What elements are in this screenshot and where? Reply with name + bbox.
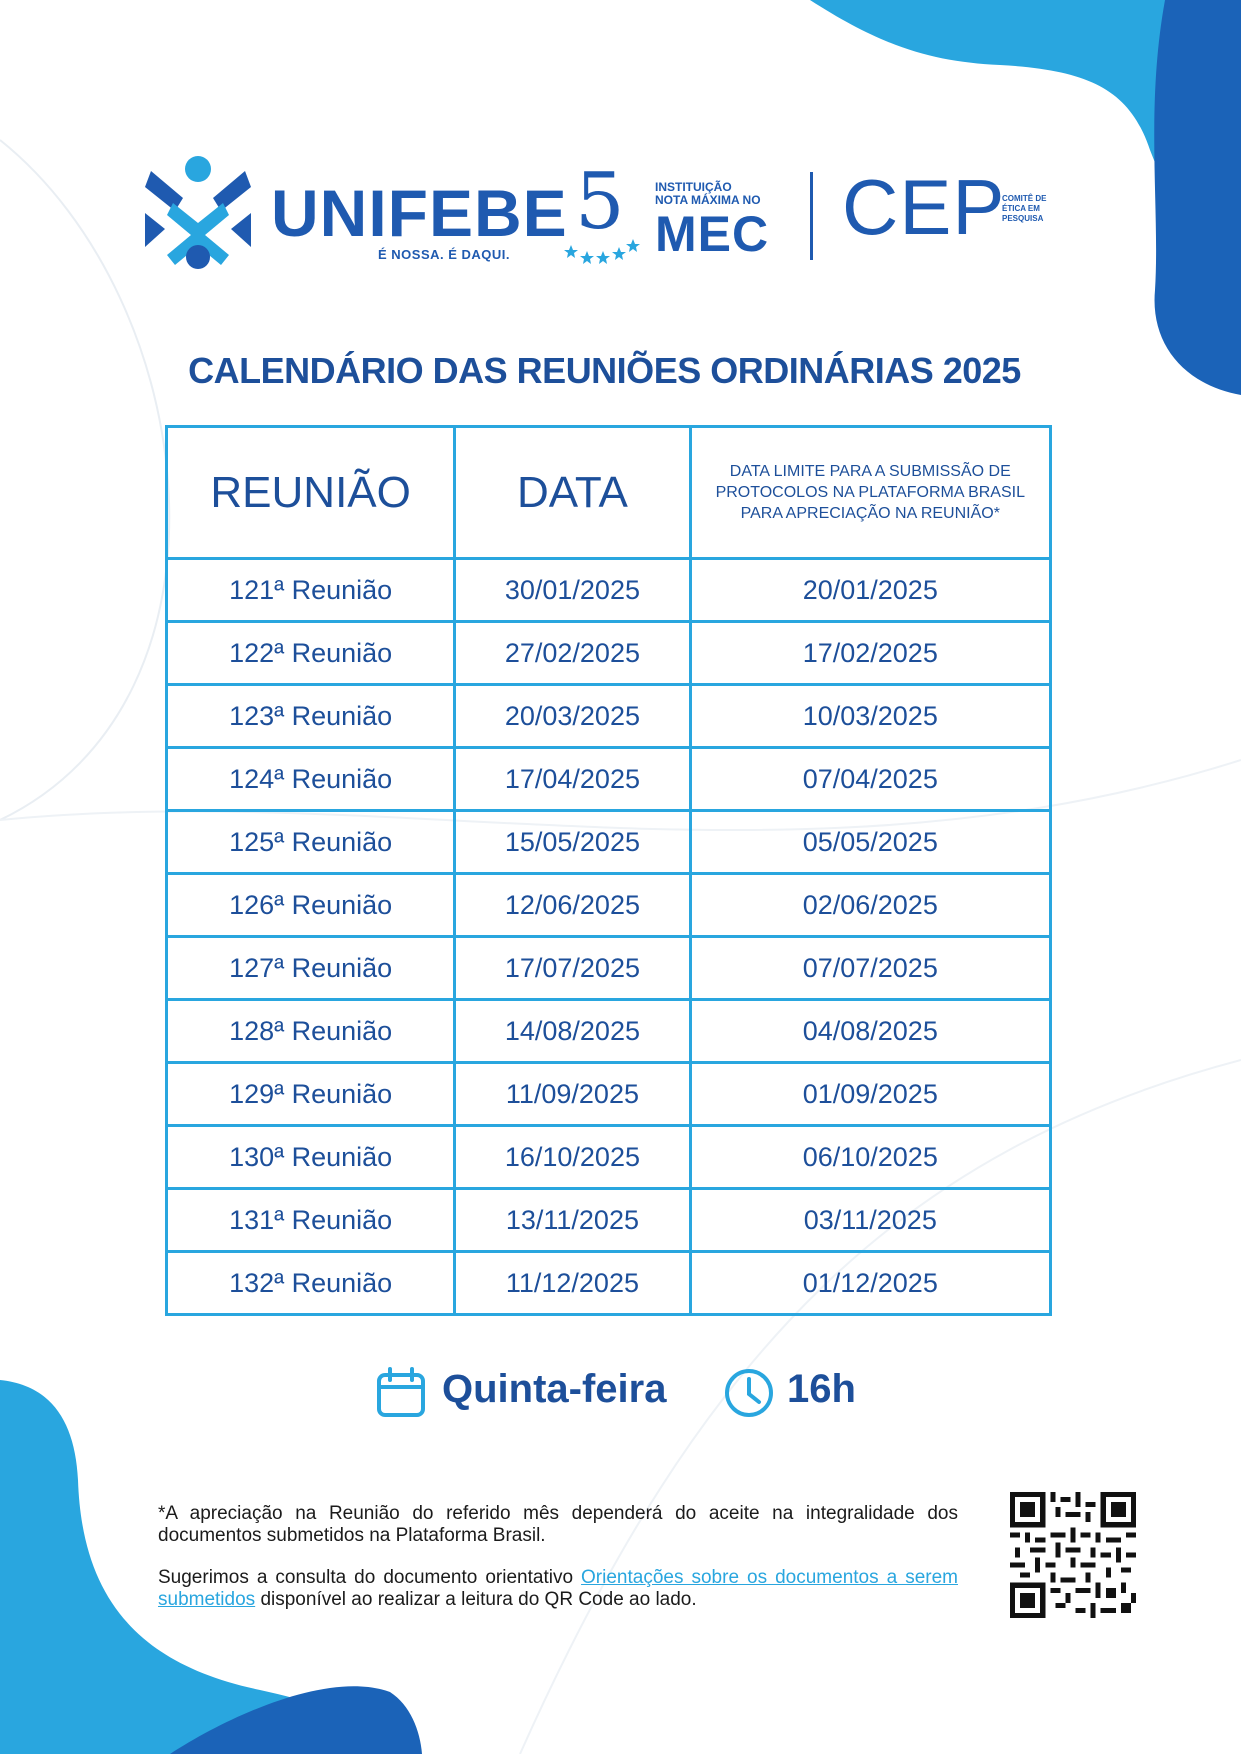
footnote-suggestion [158,1567,958,1611]
table-row [167,1063,1051,1126]
suggestion-text-after: disponível ao realizar a leitura do QR Code ao lado. [255,1589,697,1610]
header-data: DATA [455,427,690,559]
header-data-limite: DATA LIMITE PARA A SUBMISSÃO DE PROTOCOLOS NA PLATAFORMA BRASIL PARA APRECIAÇÃO NA REUNIÃO* [690,427,1050,559]
unifebe-name: UNIFEBE [271,176,568,250]
cell-reuniao: 122ª Reunião [167,622,455,685]
cep-name: CEP [842,163,1006,251]
orientacoes-link[interactable]: Orientações sobre os documentos a serem submetidos [158,1567,958,1610]
table-row [167,811,1051,874]
mec-caption [655,181,775,207]
table-row [167,559,1051,622]
clock-icon [723,1367,775,1419]
unifebe-tagline: É NOSSA. É DAQUI. [378,247,511,262]
cell-reuniao: 127ª Reunião [167,937,455,1000]
meetings-table [165,425,1052,1316]
cell-data: 17/04/2025 [455,748,690,811]
header-reuniao: REUNIÃO [167,427,455,559]
cell-data-limite: 03/11/2025 [690,1189,1050,1252]
cell-data: 11/09/2025 [455,1063,690,1126]
cell-data-limite: 01/09/2025 [690,1063,1050,1126]
cell-data: 30/01/2025 [455,559,690,622]
meeting-time: 16h [787,1367,856,1411]
cell-data-limite: 06/10/2025 [690,1126,1050,1189]
qr-code-icon[interactable] [1010,1492,1136,1618]
table-row [167,685,1051,748]
cell-reuniao: 126ª Reunião [167,874,455,937]
table-header-row [167,427,1051,559]
meeting-day: Quinta-feira [442,1367,667,1411]
page-title: CALENDÁRIO DAS REUNIÕES ORDINÁRIAS 2025 [188,350,1021,391]
mec-logo [563,157,773,270]
cep-logo [842,163,1062,258]
footnote [158,1503,958,1631]
cell-reuniao: 123ª Reunião [167,685,455,748]
cell-data: 16/10/2025 [455,1126,690,1189]
mec-name: MEC [655,206,770,262]
cell-reuniao: 128ª Reunião [167,1000,455,1063]
cell-reuniao: 124ª Reunião [167,748,455,811]
cep-caption-line1: COMITÊ DE [1002,194,1047,203]
cell-data-limite: 07/07/2025 [690,937,1050,1000]
cell-data: 11/12/2025 [455,1252,690,1315]
cep-caption-line3: PESQUISA [1002,214,1044,223]
logo-divider [810,172,813,260]
cell-reuniao: 125ª Reunião [167,811,455,874]
cell-data-limite: 07/04/2025 [690,748,1050,811]
cell-data-limite: 20/01/2025 [690,559,1050,622]
mec-caption-line1: INSTITUIÇÃO [655,180,732,194]
cell-data-limite: 02/06/2025 [690,874,1050,937]
mec-caption-line2: NOTA MÁXIMA NO [655,193,761,207]
table-row [167,1126,1051,1189]
cell-data: 17/07/2025 [455,937,690,1000]
cell-data: 15/05/2025 [455,811,690,874]
cell-data-limite: 10/03/2025 [690,685,1050,748]
stars-icon [563,237,643,267]
unifebe-figure-icon [143,153,253,271]
table-row [167,748,1051,811]
cell-data: 27/02/2025 [455,622,690,685]
table-row [167,937,1051,1000]
cell-reuniao: 130ª Reunião [167,1126,455,1189]
cell-reuniao: 131ª Reunião [167,1189,455,1252]
cep-caption-line2: ÉTICA EM [1002,204,1040,213]
cell-data-limite: 17/02/2025 [690,622,1050,685]
mec-number: 5 [575,157,625,247]
cell-data: 12/06/2025 [455,874,690,937]
table-row [167,1189,1051,1252]
cell-data-limite: 01/12/2025 [690,1252,1050,1315]
cep-caption [1002,194,1062,224]
cell-reuniao: 121ª Reunião [167,559,455,622]
cell-data: 14/08/2025 [455,1000,690,1063]
calendar-icon [375,1367,427,1419]
cell-data: 13/11/2025 [455,1189,690,1252]
cell-reuniao: 129ª Reunião [167,1063,455,1126]
meeting-schedule [375,1363,895,1423]
unifebe-logo [143,153,568,271]
table-row [167,1000,1051,1063]
suggestion-text-before: Sugerimos a consulta do documento orientativo [158,1567,582,1588]
cell-reuniao: 132ª Reunião [167,1252,455,1315]
table-row [167,622,1051,685]
cell-data-limite: 04/08/2025 [690,1000,1050,1063]
table-row [167,874,1051,937]
cell-data: 20/03/2025 [455,685,690,748]
footnote-note: *A apreciação na Reunião do referido mês dependerá do aceite na integralidade dos documentos submetidos na Plataforma Brasil. [158,1503,958,1546]
cell-data-limite: 05/05/2025 [690,811,1050,874]
table-row [167,1252,1051,1315]
